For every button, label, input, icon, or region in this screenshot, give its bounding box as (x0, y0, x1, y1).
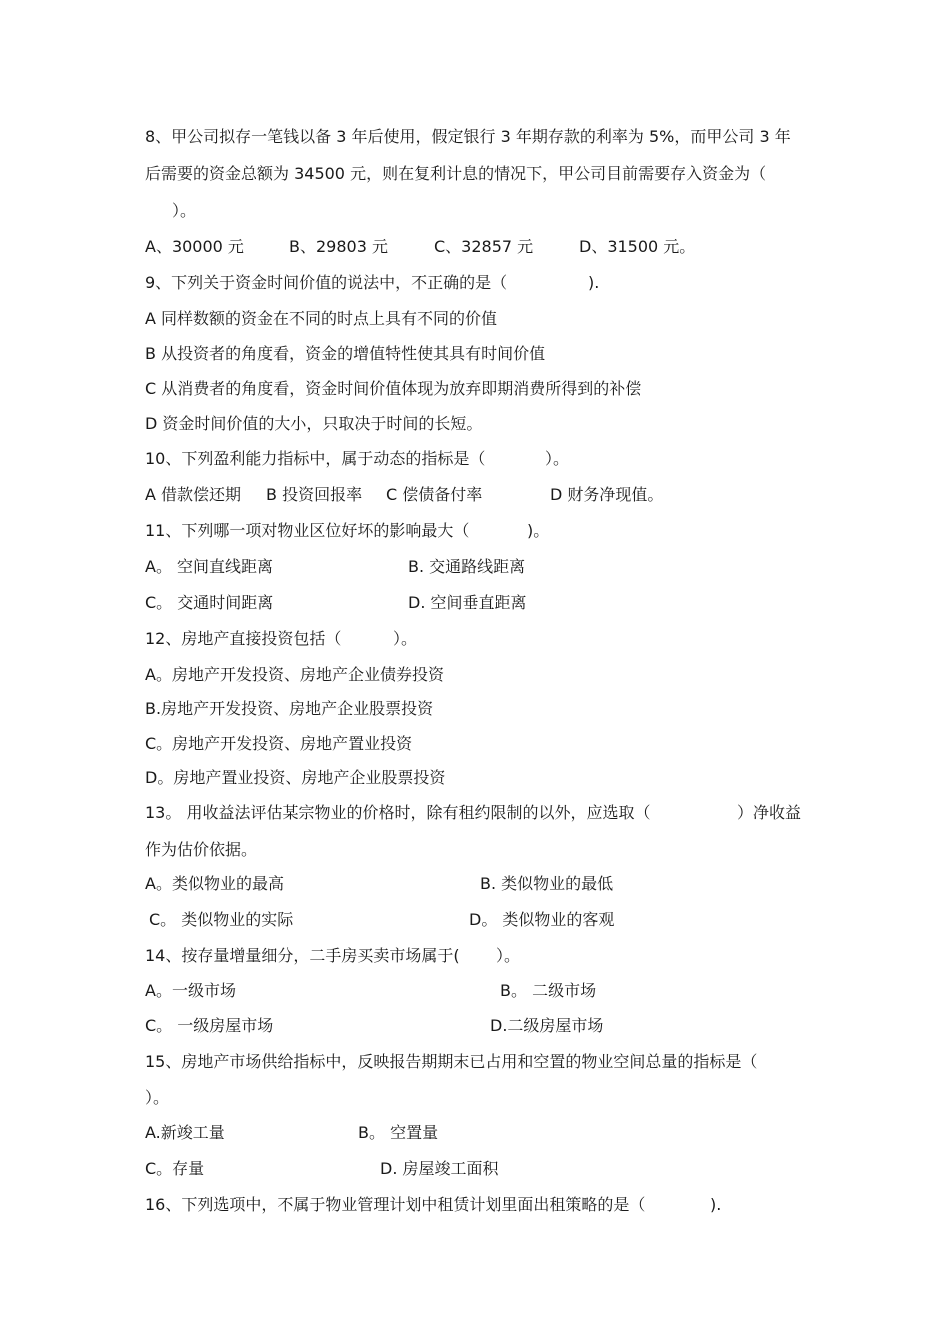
q14-option-c: C。 一级房屋市场 (145, 1016, 274, 1035)
q16-stem: 16、下列选项中，不属于物业管理计划中租赁计划里面出租策略的是（ (145, 1195, 646, 1214)
q14-option-b: B。 二级市场 (500, 981, 597, 1000)
q15-option-d: D. 房屋竣工面积 (380, 1159, 499, 1178)
q10-option-d: D 财务净现值。 (550, 485, 664, 504)
q14-stem: 14、按存量增量细分，二手房买卖市场属于( (145, 946, 460, 965)
q10-option-a: A 借款偿还期 (145, 485, 242, 504)
q11-stem: 11、下列哪一项对物业区位好坏的影响最大（ (145, 521, 470, 540)
q13-stem: 13。 用收益法评估某宗物业的价格时，除有租约限制的以外，应选取（ (145, 803, 651, 822)
q10-option-c: C 偿债备付率 (386, 485, 483, 504)
q10-option-b: B 投资回报率 (266, 485, 363, 504)
q11-option-c: C。 交通时间距离 (145, 593, 274, 612)
q15-stem-line1: 15、房地产市场供给指标中，反映报告期期末已占用和空置的物业空间总量的指标是（ (145, 1052, 758, 1071)
q13-option-d: D。 类似物业的客观 (469, 910, 615, 929)
q12-option-c: C。房地产开发投资、房地产置业投资 (145, 734, 413, 753)
q11-option-b: B. 交通路线距离 (408, 557, 526, 576)
q11-stem-end: )。 (527, 521, 550, 540)
q8-option-b: B、29803 元 (289, 237, 388, 256)
q11-option-a: A。 空间直线距离 (145, 557, 274, 576)
q11-option-d: D. 空间垂直距离 (408, 593, 527, 612)
q12-option-d: D。房地产置业投资、房地产企业股票投资 (145, 768, 446, 787)
q14-option-d: D.二级房屋市场 (490, 1016, 604, 1035)
q8-option-c: C、32857 元 (434, 237, 534, 256)
q8-stem-line2: 后需要的资金总额为 34500 元，则在复利计息的情况下，甲公司目前需要存入资金为（ (145, 164, 767, 183)
q9-stem-end: ). (588, 273, 600, 292)
q13-option-a: A。类似物业的最高 (145, 874, 284, 893)
q9-stem: 9、下列关于资金时间价值的说法中，不正确的是（ (145, 273, 508, 292)
q9-option-d: D 资金时间价值的大小，只取决于时间的长短。 (145, 414, 483, 433)
q8-option-d: D、31500 元。 (579, 237, 696, 256)
q8-stem-line1: 8、甲公司拟存一笔钱以备 3 年后使用，假定银行 3 年期存款的利率为 5%，而甲公司 3 年 (145, 127, 791, 146)
q15-stem-line2: ）。 (145, 1088, 170, 1107)
q8-stem-line3: ）。 (172, 201, 197, 220)
q10-stem: 10、下列盈利能力指标中，属于动态的指标是（ (145, 449, 486, 468)
q13-stem-line2: 作为估价依据。 (145, 840, 258, 859)
q15-option-b: B。 空置量 (358, 1123, 439, 1142)
q9-option-b: B 从投资者的角度看，资金的增值特性使其具有时间价值 (145, 344, 546, 363)
q14-stem-end: ）。 (496, 946, 521, 965)
q10-stem-end: ）。 (545, 449, 570, 468)
q15-option-c: C。存量 (145, 1159, 205, 1178)
q12-option-a: A。房地产开发投资、房地产企业债券投资 (145, 665, 444, 684)
q12-stem-end: ）。 (393, 629, 418, 648)
q15-option-a: A.新竣工量 (145, 1123, 225, 1142)
q12-option-b: B.房地产开发投资、房地产企业股票投资 (145, 699, 434, 718)
q14-option-a: A。一级市场 (145, 981, 236, 1000)
q13-option-c: C。 类似物业的实际 (149, 910, 294, 929)
q16-stem-end: ). (710, 1195, 722, 1214)
q8-option-a: A、30000 元 (145, 237, 244, 256)
q13-option-b: B. 类似物业的最低 (480, 874, 614, 893)
q9-option-c: C 从消费者的角度看，资金时间价值体现为放弃即期消费所得到的补偿 (145, 379, 642, 398)
q12-stem: 12、房地产直接投资包括（ (145, 629, 342, 648)
q13-stem-end: ）净收益 (737, 803, 802, 822)
q9-option-a: A 同样数额的资金在不同的时点上具有不同的价值 (145, 309, 498, 328)
